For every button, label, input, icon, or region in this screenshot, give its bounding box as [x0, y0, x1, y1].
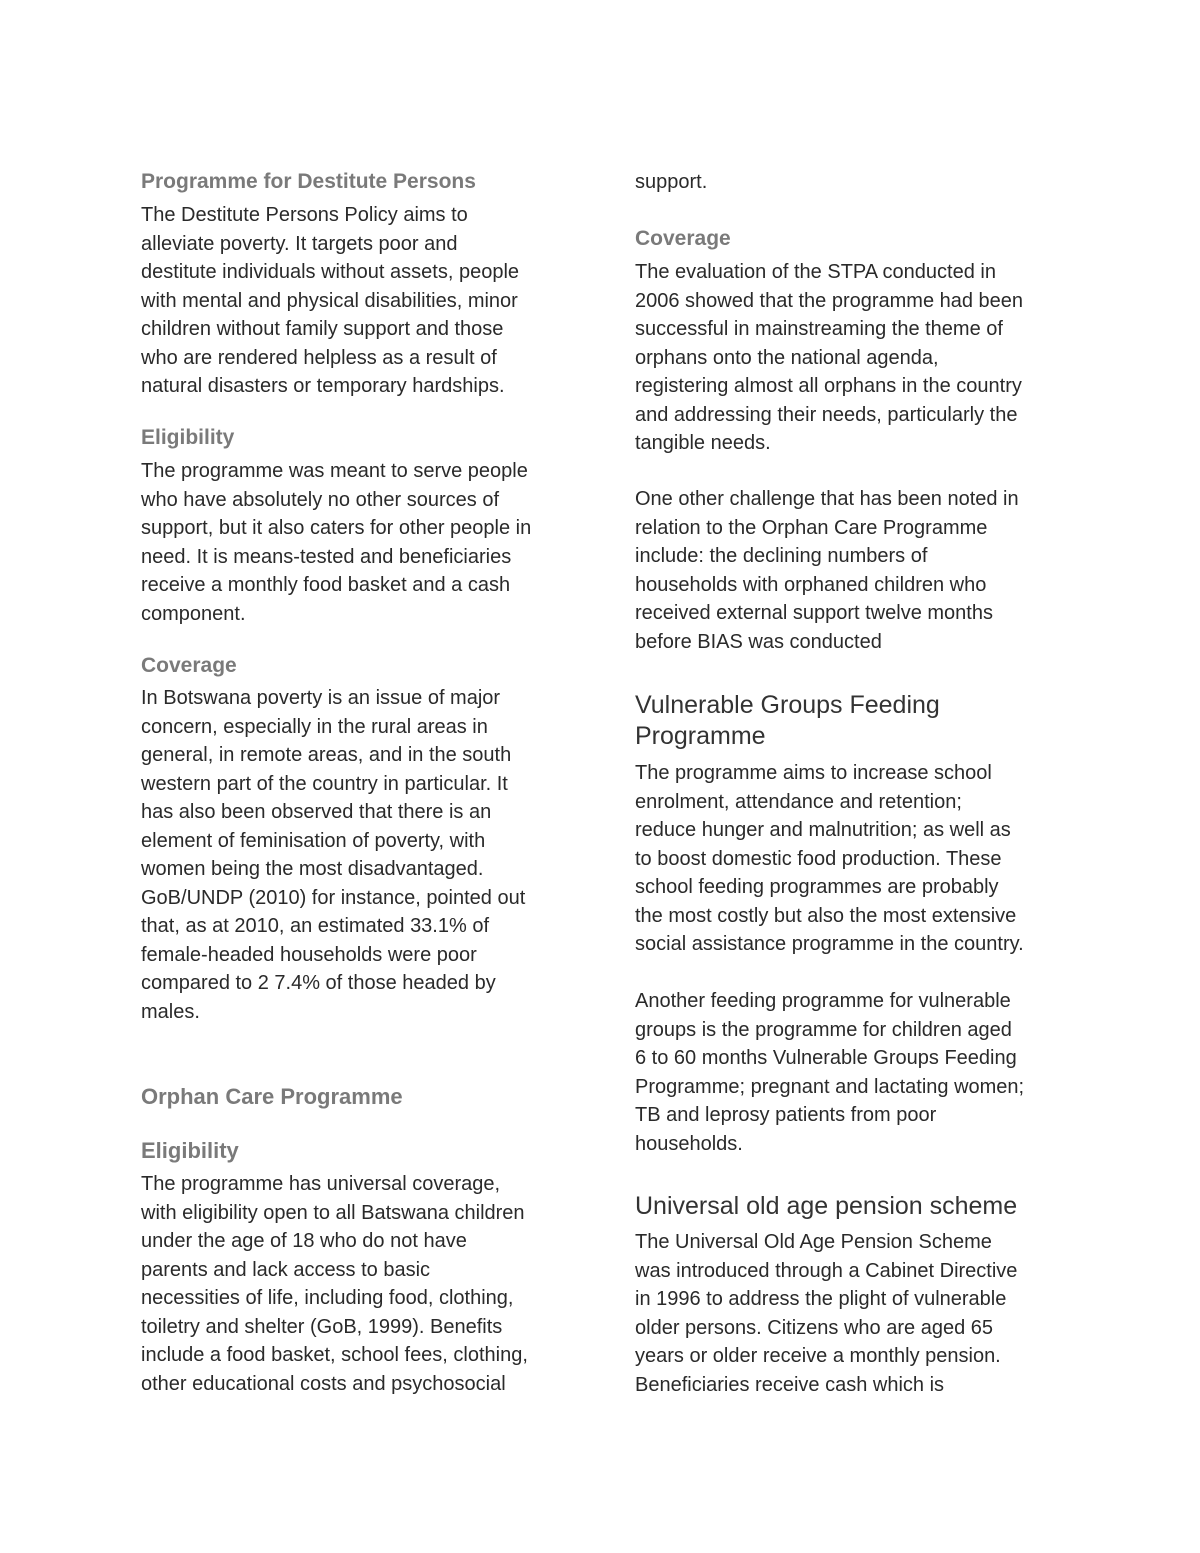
text-line: registering almost all orphans in the country: [635, 375, 1022, 397]
text-line: 6 to 60 months Vulnerable Groups Feeding: [635, 1047, 1017, 1069]
destitute-eligibility: [141, 424, 571, 452]
text-line: tangible needs.: [635, 432, 771, 454]
text-line: The programme was meant to serve people: [141, 460, 528, 482]
text-line: with mental and physical disabilities, minor: [141, 289, 518, 312]
text-line: households.: [635, 1132, 743, 1155]
text-line: alleviate poverty. It targets poor and: [141, 232, 458, 255]
text-line: component.: [141, 602, 246, 625]
text-line: relation to the Orphan Care Programme: [635, 516, 988, 539]
text-line: concern, especially in the rural areas in: [141, 715, 488, 738]
text-line: necessities of life, including food, clothing,: [141, 1287, 514, 1309]
vgfp-body-2: [635, 987, 1065, 1158]
eligibility-heading: Eligibility: [141, 426, 235, 449]
destitute-coverage-body: [141, 684, 571, 1026]
orphan-section: [141, 1083, 571, 1111]
coverage-heading: Coverage: [635, 227, 731, 250]
destitute-section: [141, 168, 571, 196]
destitute-coverage: [141, 652, 571, 680]
text-line: school feeding programmes are probably: [635, 876, 999, 898]
text-line: toiletry and shelter (GoB, 1999). Benefits: [141, 1315, 503, 1338]
text-line: The Universal Old Age Pension Scheme: [635, 1231, 992, 1253]
text-line: natural disasters or temporary hardships.: [141, 375, 505, 397]
text-line: The Destitute Persons Policy aims to: [141, 204, 468, 226]
text-line: Another feeding programme for vulnerable: [635, 990, 1011, 1012]
text-line: other educational costs and psychosocial: [141, 1372, 506, 1395]
destitute-eligibility-body: [141, 457, 571, 628]
text-line: older persons. Citizens who are aged 65: [635, 1316, 993, 1339]
text-line: households with orphaned children who: [635, 573, 987, 596]
orphan-title: Orphan Care Programme: [141, 1084, 403, 1109]
continuation-text: [635, 168, 1065, 197]
text-line: was introduced through a Cabinet Directive: [635, 1259, 1018, 1282]
orphan-coverage-paragraph: [635, 258, 1065, 458]
text-line: in 1996 to address the plight of vulnerable: [635, 1288, 1007, 1310]
text-line: female-headed households were poor: [141, 943, 477, 966]
text-line: general, in remote areas, and in the south: [141, 744, 512, 766]
text-line: males.: [141, 1000, 200, 1023]
text-line: 2006 showed that the programme had been: [635, 289, 1024, 312]
destitute-intro: [141, 201, 571, 401]
text-line: under the age of 18 who do not have: [141, 1230, 467, 1252]
text-line: orphans onto the national agenda,: [635, 346, 939, 369]
text-line: who have absolutely no other sources of: [141, 488, 499, 511]
coverage-heading: Coverage: [141, 654, 237, 677]
orphan-coverage-body: [635, 258, 1065, 458]
text-line: One other challenge that has been noted in: [635, 488, 1019, 510]
text-line: the most costly but also the most extensive: [635, 904, 1017, 927]
destitute-title: Programme for Destitute Persons: [141, 170, 476, 193]
pension-body: [635, 1228, 1065, 1399]
text-line: successful in mainstreaming the theme of: [635, 318, 1003, 340]
text-line: compared to 2 7.4% of those headed by: [141, 972, 496, 994]
text-line: groups is the programme for children aged: [635, 1018, 1012, 1041]
destitute-coverage-paragraph: [141, 684, 571, 1026]
orphan-eligibility-paragraph: [141, 1170, 571, 1398]
vgfp-paragraph-2: [635, 987, 1065, 1158]
challenge-paragraph: [635, 485, 1065, 656]
text-line: GoB/UNDP (2010) for instance, pointed out: [141, 886, 526, 909]
text-line: enrolment, attendance and retention;: [635, 790, 962, 813]
vgfp-body-1: [635, 759, 1065, 959]
text-line: include a food basket, school fees, clothing,: [141, 1344, 528, 1366]
text-line: element of feminisation of poverty, with: [141, 829, 486, 852]
text-line: to boost domestic food production. These: [635, 847, 1002, 870]
text-line: has also been observed that there is an: [141, 801, 492, 823]
text-line: and addressing their needs, particularly the: [635, 403, 1018, 426]
challenge-block: [635, 485, 1065, 656]
orphan-eligibility: [141, 1137, 571, 1165]
text-line: parents and lack access to basic: [141, 1258, 431, 1281]
text-line: Beneficiaries receive cash which is: [635, 1373, 945, 1396]
title-line: Vulnerable Groups Feeding: [635, 691, 940, 719]
vgfp-title: [635, 690, 1065, 752]
text-line: support.: [635, 171, 708, 193]
continuation-block: [635, 168, 1065, 197]
orphan-coverage: [635, 225, 1065, 253]
text-line: include: the declining numbers of: [635, 545, 928, 567]
text-line: support, but it also caters for other people in: [141, 517, 532, 539]
vgfp-section: [635, 690, 1065, 752]
text-line: The programme has universal coverage,: [141, 1173, 501, 1195]
text-line: who are rendered helpless as a result of: [141, 346, 497, 369]
orphan-eligibility-body: [141, 1170, 571, 1398]
text-line: with eligibility open to all Batswana children: [141, 1201, 525, 1224]
pension-title: [635, 1191, 1065, 1222]
text-line: children without family support and those: [141, 318, 504, 340]
text-line: received external support twelve months: [635, 602, 993, 624]
text-line: receive a monthly food basket and a cash: [141, 574, 511, 596]
text-line: western part of the country in particular. It: [141, 772, 508, 795]
title-line: Programme: [635, 722, 766, 750]
text-line: TB and leprosy patients from poor: [635, 1104, 937, 1126]
destitute-eligibility-paragraph: [141, 457, 571, 628]
text-line: The programme aims to increase school: [635, 762, 992, 784]
eligibility-heading: Eligibility: [141, 1138, 239, 1163]
pension-paragraph: [635, 1228, 1065, 1399]
pension-section: [635, 1191, 1065, 1222]
text-line: years or older receive a monthly pension.: [635, 1345, 1001, 1367]
text-line: reduce hunger and malnutrition; as well as: [635, 819, 1011, 841]
text-line: In Botswana poverty is an issue of major: [141, 687, 501, 709]
text-line: need. It is means-tested and beneficiaries: [141, 545, 512, 568]
text-line: before BIAS was conducted: [635, 630, 882, 653]
vgfp-paragraph-1: [635, 759, 1065, 959]
text-line: Programme; pregnant and lactating women;: [635, 1075, 1025, 1098]
text-line: social assistance programme in the country.: [635, 933, 1024, 955]
text-line: destitute individuals without assets, people: [141, 261, 520, 283]
title-line: Universal old age pension scheme: [635, 1192, 1018, 1220]
text-line: women being the most disadvantaged.: [141, 858, 484, 880]
text-line: The evaluation of the STPA conducted in: [635, 261, 996, 283]
text-line: that, as at 2010, an estimated 33.1% of: [141, 915, 490, 937]
destitute-intro-paragraph: [141, 201, 571, 401]
